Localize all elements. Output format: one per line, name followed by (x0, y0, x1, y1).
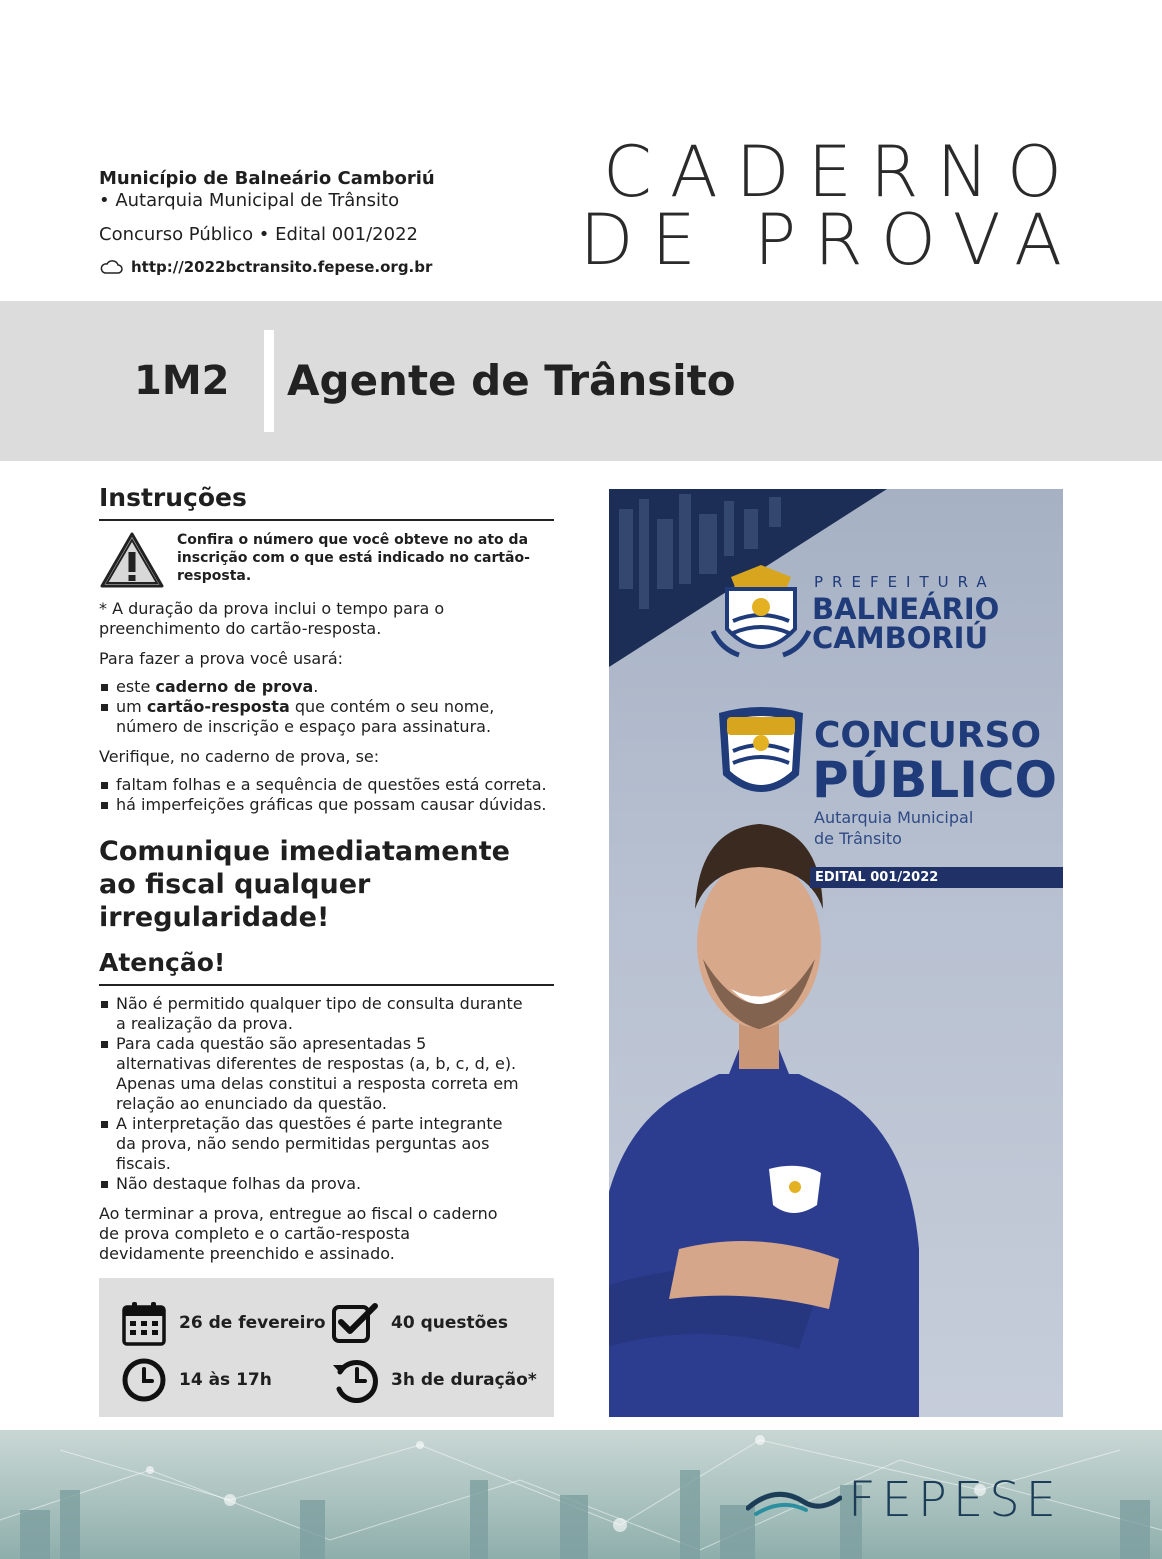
warning-text: Confira o número que você obteve no ato da inscrição com o que está indicado no cartão-resposta. (177, 532, 530, 584)
page-title (579, 131, 1080, 281)
instructions-heading: Instruções (99, 483, 554, 521)
prefeitura-label: PREFEITURA (814, 573, 996, 591)
position-code: 1M2 (134, 358, 230, 404)
attention-section (99, 948, 554, 1264)
list-item: A interpretação das questões é parte integrante da prova, não sendo permitidas perguntas aos fiscais. (99, 1114, 524, 1174)
title-line-2: DE PROVA (579, 199, 1080, 281)
exam-time: 14 às 17h (121, 1357, 272, 1403)
checkbox-icon (331, 1300, 379, 1346)
list-item: Não é permitido qualquer tipo de consulta durante a realização da prova. (99, 994, 524, 1034)
contest-edital: Concurso Público • Edital 001/2022 (99, 224, 418, 245)
duration-note: * A duração da prova inclui o tempo para o preenchimento do cartão-resposta. (99, 599, 445, 638)
exam-duration: 3h de duração* (331, 1357, 537, 1403)
attention-list (99, 994, 524, 1194)
title-line-1: CADERNO (603, 131, 1080, 213)
fepese-text: FEPESE (847, 1472, 1062, 1528)
contest-poster (609, 489, 1063, 1417)
url-text[interactable]: http://2022bctransito.fepese.org.br (131, 258, 433, 276)
clock-icon (121, 1357, 167, 1403)
edital-tag: EDITAL 001/2022 (810, 867, 1063, 888)
position-title: Agente de Trânsito (287, 356, 736, 405)
city-name: BALNEÁRIO CAMBORIÚ (812, 592, 1000, 655)
contest-url[interactable] (99, 256, 559, 278)
list-item: este caderno de prova. (99, 677, 554, 697)
closing-note: Ao terminar a prova, entregue ao fiscal o caderno de prova completo e o cartão-resposta devidamente preenchido e assinado. (99, 1204, 498, 1263)
warning-block (99, 531, 554, 589)
list-item: Para cada questão são apresentadas 5 alternativas diferentes de respostas (a, b, c, d, e). Apenas uma delas constitui a resposta correta em relação ao enunciado da questão. (99, 1034, 524, 1114)
cloud-icon (99, 259, 123, 275)
calendar-icon (121, 1300, 167, 1346)
band-divider (264, 330, 274, 432)
attention-heading: Atenção! (99, 948, 554, 986)
fepese-logo (746, 1472, 1062, 1528)
position-band (0, 301, 1162, 461)
verify-list (99, 775, 554, 815)
warning-icon (99, 531, 165, 589)
instructions-section (99, 483, 554, 934)
publico-label: PÚBLICO (812, 751, 1058, 809)
use-list (99, 677, 554, 737)
list-item: há imperfeições gráficas que possam causar dúvidas. (99, 795, 554, 815)
verify-intro: Verifique, no caderno de prova, se: (99, 747, 380, 766)
footer-banner (0, 1430, 1162, 1559)
history-clock-icon (331, 1357, 379, 1403)
exam-info-box (99, 1278, 554, 1417)
list-item: faltam folhas e a sequência de questões está correta. (99, 775, 554, 795)
municipality: Município de Balneário Camboriú (99, 168, 435, 189)
concurso-label: CONCURSO (814, 715, 1042, 756)
agent-photo (609, 824, 919, 1417)
exam-questions: 40 questões (331, 1300, 508, 1346)
header-info (99, 168, 559, 278)
use-intro: Para fazer a prova você usará: (99, 649, 344, 668)
fepese-wave-icon (746, 1480, 842, 1520)
poster-agency: Autarquia Municipal de Trânsito (814, 808, 974, 848)
agency: • Autarquia Municipal de Trânsito (99, 190, 400, 211)
list-item: um cartão-resposta que contém o seu nome, número de inscrição e espaço para assinatura. (99, 697, 554, 737)
exam-date: 26 de fevereiro (121, 1300, 326, 1346)
agente-badge (719, 707, 803, 792)
list-item: Não destaque folhas da prova. (99, 1174, 524, 1194)
alert-message: Comunique imediatamente ao fiscal qualquer irregularidade! (99, 836, 510, 933)
